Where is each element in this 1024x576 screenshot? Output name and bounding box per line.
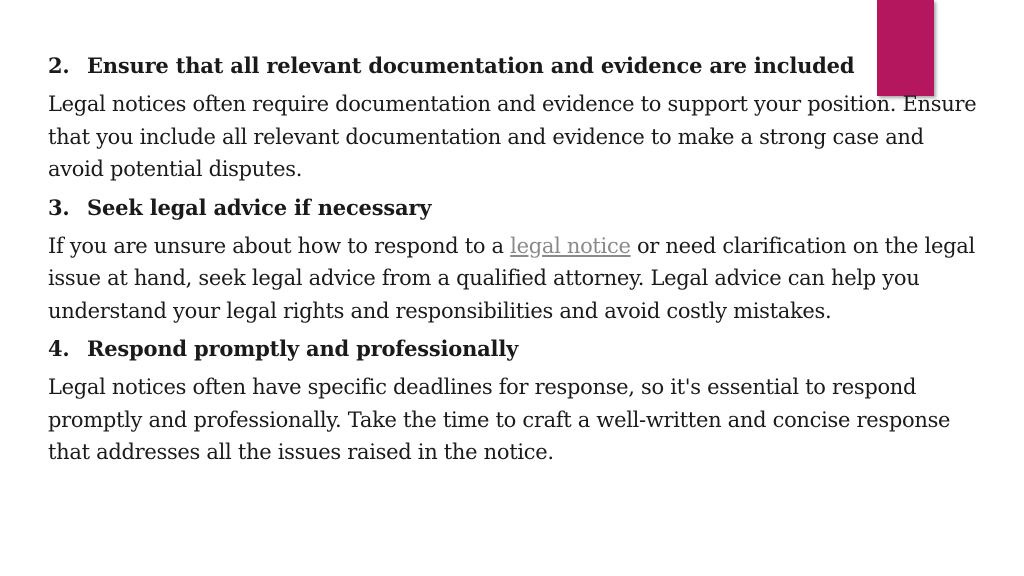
section-heading-2 (48, 50, 978, 82)
section-number: 4. (48, 336, 70, 361)
section-heading-3 (48, 192, 978, 224)
section-number: 2. (48, 53, 70, 78)
body-text-after-link: or need clarification on the legal issue at hand, seek legal advice from a qualified attorney. Legal advice can help you understand your legal rights and responsibilities and avoid costly mistakes. (48, 233, 975, 323)
slide-content (48, 50, 978, 475)
section-title: Ensure that all relevant documentation and evidence are included (87, 53, 855, 78)
section-body-2: Legal notices often require documentation and evidence to support your position. Ensure that you include all relevant documentation and evidence to make a strong case and avoid potential disputes. (48, 92, 977, 181)
section-heading-4 (48, 333, 978, 365)
section-title: Seek legal advice if necessary (87, 194, 432, 220)
body-text-before-link: If you are unsure about how to respond to a (48, 233, 511, 258)
section-body-4: Legal notices often have specific deadlines for response, so it's essential to respond promptly and professionally. Take the time to craft a well-written and concise response that addresses all the issues raised in the notice. (48, 375, 951, 464)
section-number: 3. (48, 194, 70, 220)
section-body-3 (48, 230, 978, 328)
section-title: Respond promptly and professionally (87, 336, 519, 361)
legal-notice-link[interactable]: legal notice (510, 233, 631, 258)
